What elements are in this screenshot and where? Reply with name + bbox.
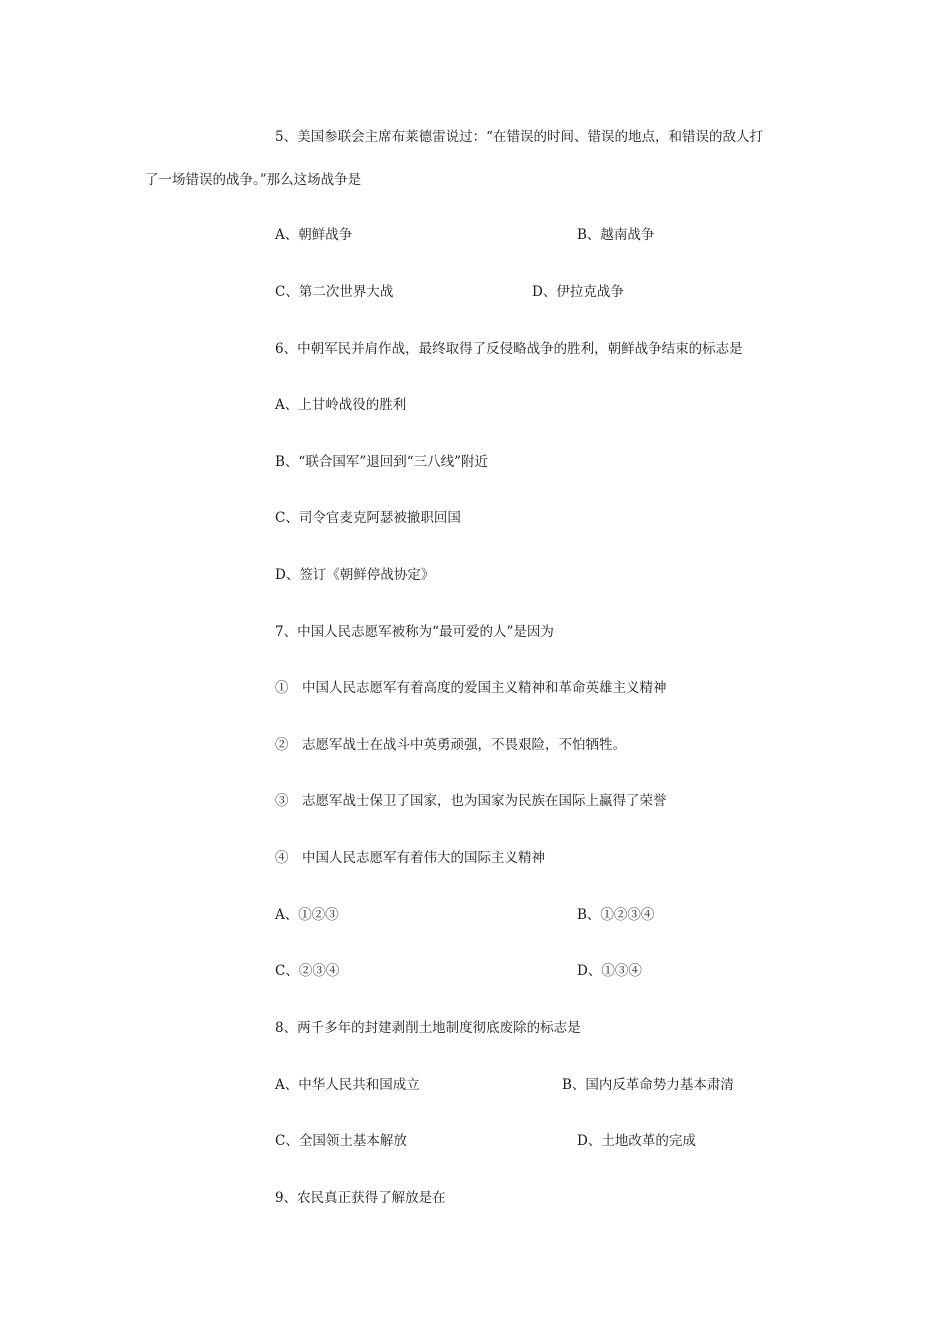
q6-option-c: C、司令官麦克阿瑟被撤职回国 [275, 510, 461, 526]
q6-option-d: D、签订《朝鲜停战协定》 [275, 567, 435, 583]
q7-option-d: D、①③④ [577, 963, 642, 979]
q8-option-d: D、土地改革的完成 [577, 1133, 696, 1149]
q6-stem: 6、中朝军民并肩作战，最终取得了反侵略战争的胜利，朝鲜战争结束的标志是 [275, 341, 743, 357]
q7-stem: 7、中国人民志愿军被称为“最可爱的人”是因为 [275, 624, 554, 640]
q7-statement-2: ② 志愿军战士在战斗中英勇顽强，不畏艰险，不怕牺牲。 [275, 737, 626, 753]
q6-option-b: B、“联合国军”退回到“三八线”附近 [275, 454, 489, 470]
q6-option-a: A、上甘岭战役的胜利 [275, 397, 407, 413]
q7-statement-1: ① 中国人民志愿军有着高度的爱国主义精神和革命英雄主义精神 [275, 680, 667, 696]
q5-stem-line2: 了一场错误的战争。”那么这场战争是 [145, 172, 362, 188]
q5-option-d: D、伊拉克战争 [532, 284, 624, 300]
q8-stem: 8、两千多年的封建剥削土地制度彻底废除的标志是 [275, 1020, 581, 1036]
q7-option-a: A、①②③ [275, 907, 339, 923]
q5-option-b: B、越南战争 [577, 227, 655, 243]
q8-option-a: A、中华人民共和国成立 [275, 1077, 420, 1093]
q7-statement-3: ③ 志愿军战士保卫了国家，也为国家为民族在国际上赢得了荣誉 [275, 793, 667, 809]
q7-option-b: B、①②③④ [577, 907, 655, 923]
q7-option-c: C、②③④ [275, 963, 340, 979]
q5-option-c: C、第二次世界大战 [275, 284, 394, 300]
q8-option-c: C、全国领土基本解放 [275, 1133, 407, 1149]
q9-stem: 9、农民真正获得了解放是在 [275, 1190, 446, 1206]
q7-statement-4: ④ 中国人民志愿军有着伟大的国际主义精神 [275, 850, 545, 866]
q5-stem-line1: 5、美国参联会主席布莱德雷说过：“在错误的时间、错误的地点，和错误的敌人打 [275, 129, 763, 145]
q5-option-a: A、朝鲜战争 [275, 227, 353, 243]
q8-option-b: B、国内反革命势力基本肃清 [562, 1077, 734, 1093]
